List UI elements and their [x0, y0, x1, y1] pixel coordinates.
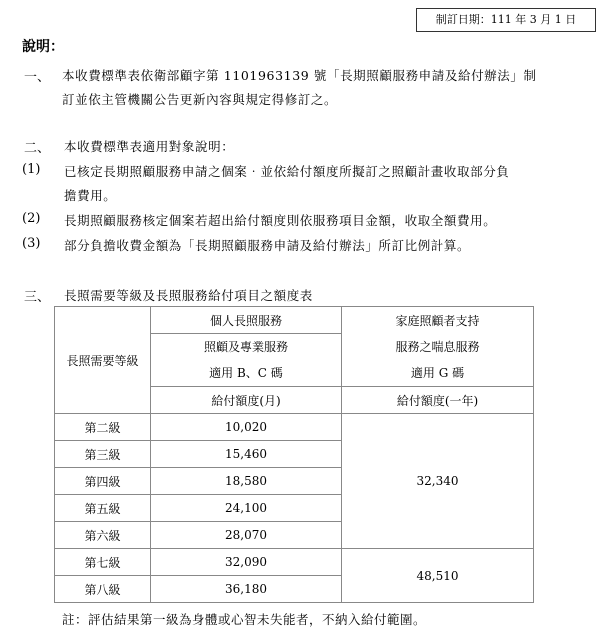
- monthly-quota-label: 給付額度(月): [151, 387, 342, 414]
- section-2-number: 二、: [24, 141, 51, 156]
- level-cell: 第七級: [55, 549, 151, 576]
- heading: 說明：: [22, 39, 64, 55]
- level-cell: 第五級: [55, 495, 151, 522]
- personal-subheader-line-2: 適用 B、C 碼: [209, 366, 283, 380]
- monthly-cell: 24,100: [151, 495, 342, 522]
- personal-service-subheader: [151, 334, 342, 387]
- quota-table: [54, 306, 534, 603]
- annual-quota-label: 給付額度(一年): [342, 387, 534, 414]
- item-1-line-2: 擔費用。: [64, 188, 117, 203]
- monthly-cell: 36,180: [151, 576, 342, 603]
- annual-cell: 48,510: [342, 549, 534, 603]
- family-header-line-2: 服務之喘息服務: [395, 339, 480, 354]
- level-cell: 第三級: [55, 441, 151, 468]
- level-header: 長照需要等級: [55, 307, 151, 414]
- level-cell: 第六級: [55, 522, 151, 549]
- level-cell: 第八級: [55, 576, 151, 603]
- monthly-cell: 15,460: [151, 441, 342, 468]
- section-2-title: 本收費標準表適用對象說明：: [64, 139, 235, 154]
- item-1-number: (1): [22, 162, 41, 177]
- monthly-cell: 32,090: [151, 549, 342, 576]
- revision-date: 制訂日期：111 年 3 月 1 日: [416, 8, 596, 32]
- table-row: [55, 549, 534, 576]
- personal-subheader-line-1: 照顧及專業服務: [203, 340, 288, 354]
- level-cell: 第二級: [55, 414, 151, 441]
- item-3-line-1: 部分負擔收費金額為「長期照顧服務申請及給付辦法」所訂比例計算。: [64, 238, 471, 253]
- personal-service-header: 個人長照服務: [151, 307, 342, 334]
- item-3-number: (3): [22, 236, 41, 251]
- family-service-header: [342, 307, 534, 387]
- family-header-line-3: 適用 G 碼: [410, 365, 465, 380]
- item-2-line-1: 長期照顧服務核定個案若超出給付額度則依服務項目金額，收取全額費用。: [64, 213, 497, 228]
- monthly-cell: 28,070: [151, 522, 342, 549]
- section-3-number: 三、: [24, 290, 51, 305]
- item-1-line-1: 已核定長期照顧服務申請之個案‧並依給付額度所擬訂之照顧計畫收取部分負: [64, 164, 510, 179]
- family-header-line-1: 家庭照顧者支持: [395, 313, 480, 328]
- monthly-cell: 10,020: [151, 414, 342, 441]
- table-note: 註：評估結果第一級為身體或心智未失能者，不納入給付範圍。: [62, 612, 427, 627]
- annual-cell: 32,340: [342, 414, 534, 549]
- section-1-number: 一、: [24, 70, 51, 85]
- section-1-line-2: 訂並依主管機關公告更新內容與規定得修訂之。: [62, 92, 338, 107]
- item-2-number: (2): [22, 211, 41, 226]
- level-cell: 第四級: [55, 468, 151, 495]
- section-3-title: 長照需要等級及長照服務給付項目之額度表: [64, 288, 313, 303]
- table-row: [55, 414, 534, 441]
- monthly-cell: 18,580: [151, 468, 342, 495]
- section-1-line-1: 本收費標準表依衛部顧字第 1101963139 號「長期照顧服務申請及給付辦法」制: [62, 68, 537, 83]
